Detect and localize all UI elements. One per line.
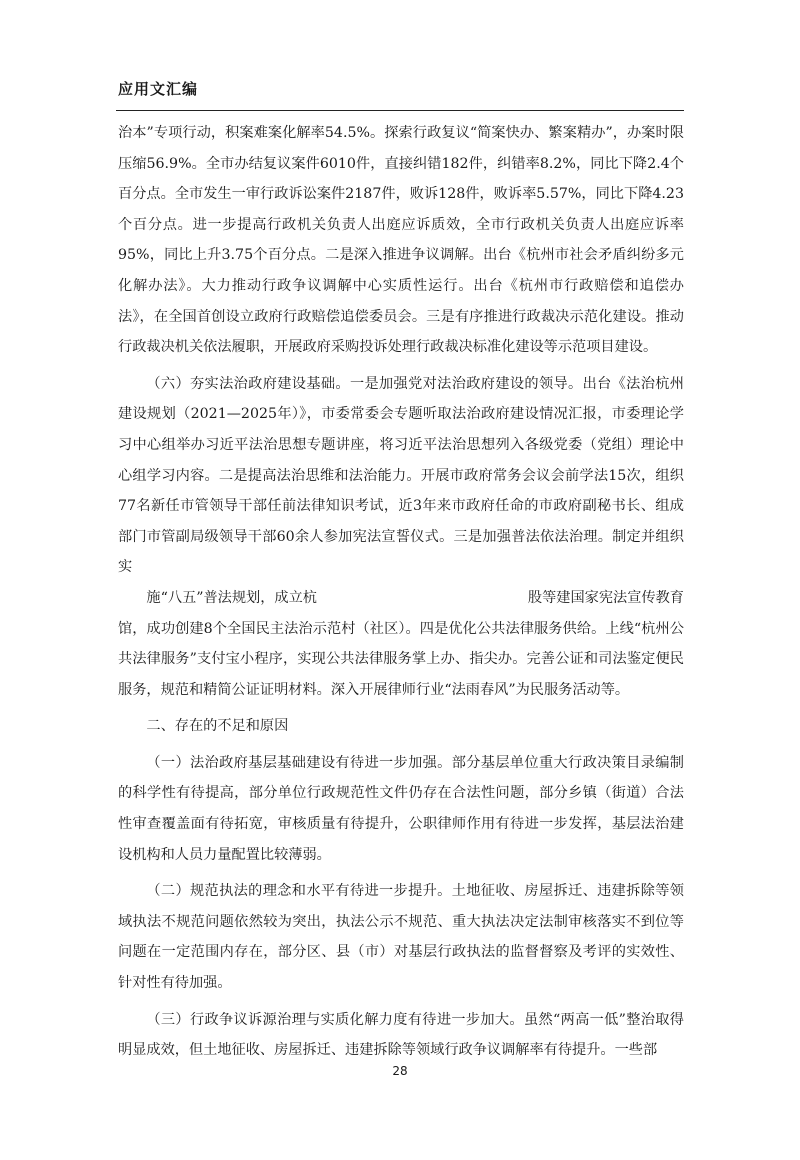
redacted-line-left: 施“八五”普法规划，成立杭 [146,589,317,606]
paragraph-section-6-end: 馆，成功创建8个全国民主法治示范村（社区）。四是优化公共法律服务供给。上线“杭州公共法律服务”支付宝小程序，实现公共法律服务掌上办、指尖办。完善公证和司法鉴定便民服务，规范和精简公证证明材料。深入开展律师行业“法雨春风”为民服务活动等。 [118,620,684,698]
header-rule [116,110,684,111]
paragraph-issue-3: （三）行政争议诉源治理与实质化解力度有待进一步加大。虽然“两高一低”整治取得明显成效，但土地征收、房屋拆迁、违建拆除等领域行政争议调解率有待提升。一些部 [118,1011,684,1059]
body-text [118,118,684,1066]
paragraph-issue-2: （二）规范执法的理念和水平有待进一步提升。土地征收、房屋拆迁、违建拆除等领域执法不规范问题依然较为突出，执法公示不规范、重大执法决定法制审核落实不到位等问题在一定范围内存在，部分区、县（市）对基层行政执法的监督督察及考评的实效性、针对性有待加强。 [118,883,684,992]
section-heading: 二、存在的不足和原因 [146,718,289,735]
running-header: 应用文汇编 [118,80,199,98]
paragraph-section-6-text: （六）夯实法治政府建设基础。一是加强党对法治政府建设的领导。出台《法治杭州建设规划（2021—2025年）》，市委常委会专题听取法治政府建设情况汇报，市委理论学习中心组举办习近平法治思想专题讲座，将习近平法治思想列入各级党委（党组）理论中心组学习内容。二是提高法治思维和法治能力。开展市政府常务会议会前学法15次，组织77名新任市管领导干部任前法律知识考试，近3年来市政府任命的市政府副秘书长、组成部门市管副局级领导干部60余人参加宪法宣誓仪式。三是加强普法依法治理。制定并组织实 [118,375,684,576]
paragraph-issue-1: （一）法治政府基层基础建设有待进一步加强。部分基层单位重大行政决策目录编制的科学性有待提高，部分单位行政规范性文件仍存在合法性问题，部分乡镇（街道）合法性审查覆盖面有待拓宽，审核质量有待提升，公职律师作用有待进一步发挥，基层法治建设机构和人员力量配置比较薄弱。 [118,754,684,863]
paragraph-continued: 治本”专项行动，积案难案化解率54.5%。探索行政复议“简案快办、繁案精办”，办案时限压缩56.9%。全市办结复议案件6010件，直接纠错182件，纠错率8.2%，同比下降2.4个百分点。全市发生一审行政诉讼案件2187件，败诉128件，败诉率5.57%，同比下降4.23个百分点。进一步提高行政机关负责人出庭应诉质效，全市行政机关负责人出庭应诉率95%，同比上升3.75个百分点。二是深入推进争议调解。出台《杭州市社会矛盾纠纷多元化解办法》。大力推动行政争议调解中心实质性运行。出台《杭州市行政赔偿和追偿办法》，在全国首创设立政府行政赔偿追偿委员会。三是有序推进行政裁决示范化建设。推动行政裁决机关依法履职，开展政府采购投诉处理行政裁决标准化建设等示范项目建设。 [118,125,684,356]
page-number: 28 [392,1064,408,1078]
paragraph-section-6 [118,369,684,706]
redacted-line-right: 股等建国家宪法宣传教育 [527,589,684,606]
redacted-line [118,583,684,614]
